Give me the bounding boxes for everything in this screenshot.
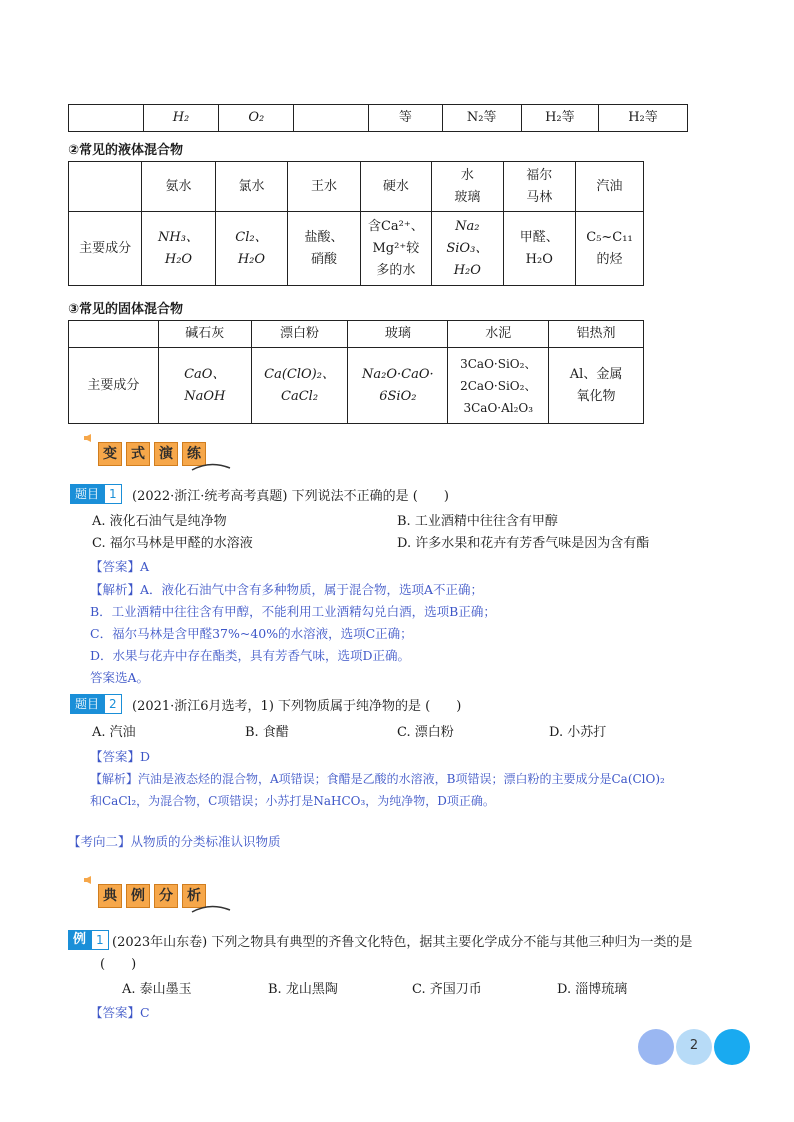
liquid-table	[68, 161, 644, 286]
q2-stem: (2021·浙江6月选考，1) 下列物质属于纯净物的是 ( )	[132, 699, 462, 714]
q1-analysis-line: C．福尔马林是含甲醛37%~40%的水溶液，选项C正确；	[90, 626, 413, 641]
q2-answer: 【答案】D	[90, 749, 151, 764]
q1-option-a: A. 液化石油气是纯净物	[92, 514, 227, 529]
cell: C₅~C₁₁ 的烃	[575, 212, 643, 286]
banner-char: 式	[126, 442, 150, 466]
ex1-tag: 例	[68, 930, 91, 950]
ex1-number: 1	[91, 930, 109, 950]
banner-char: 演	[154, 442, 178, 466]
cell	[294, 105, 369, 132]
banner-char: 典	[98, 884, 122, 908]
cell: 等	[369, 105, 442, 132]
cell: O₂	[219, 105, 294, 132]
q1-badge	[70, 484, 122, 504]
cell: N₂等	[442, 105, 521, 132]
row-label: 主要成分	[69, 212, 142, 286]
cell: H₂等	[599, 105, 688, 132]
ex1-option-a: A. 泰山墨玉	[122, 982, 192, 997]
cell: H₂	[143, 105, 218, 132]
cell: Na₂O·CaO· 6SiO₂	[348, 348, 448, 424]
cell: 甲醛、 H₂O	[503, 212, 575, 286]
ex1-paren: ( )	[100, 957, 137, 972]
cell: 盐酸、 硝酸	[288, 212, 360, 286]
q1-analysis-line: 【解析】A．液化石油气中含有多种物质，属于混合物，选项A不正确；	[90, 582, 484, 597]
q1-analysis-line: 答案选A。	[90, 670, 150, 685]
q2-analysis-line: 【解析】汽油是液态烃的混合物，A项错误；食醋是乙酸的水溶液，B项错误；漂白粉的主要成分是Ca(ClO)₂	[90, 772, 665, 786]
q2-tag: 题目	[70, 694, 104, 714]
topic-heading: 【考向二】从物质的分类标准认识物质	[68, 834, 281, 849]
liquid-heading: ②常见的液体混合物	[68, 143, 184, 158]
header-cell: 漂白粉	[251, 321, 348, 348]
header-cell: 氨水	[142, 162, 215, 212]
q2-badge	[70, 694, 122, 714]
q2-option-b: B. 食醋	[245, 725, 289, 740]
q1-stem: (2022·浙江·统考高考真题) 下列说法不正确的是 ( )	[132, 489, 449, 504]
solid-heading: ③常见的固体混合物	[68, 302, 184, 317]
cell: Cl₂、 H₂O	[215, 212, 288, 286]
header-cell: 福尔 马林	[503, 162, 575, 212]
q2-number: 2	[104, 694, 122, 714]
header-cell: 铝热剂	[549, 321, 644, 348]
q2-option-c: C. 漂白粉	[397, 725, 454, 740]
cell: CaO、 NaOH	[158, 348, 251, 424]
banner-char: 变	[98, 442, 122, 466]
header-cell: 玻璃	[348, 321, 448, 348]
page-number: 2	[689, 1038, 699, 1053]
header-cell	[69, 162, 142, 212]
banner-char: 析	[182, 884, 206, 908]
cell: 含Ca²⁺、 Mg²⁺较 多的水	[360, 212, 432, 286]
header-cell: 水 玻璃	[432, 162, 503, 212]
row-label: 主要成分	[69, 348, 159, 424]
cell: NH₃、 H₂O	[142, 212, 215, 286]
q1-option-d: D. 许多水果和花卉有芳香气味是因为含有酯	[397, 536, 650, 551]
q1-number: 1	[104, 484, 122, 504]
q1-option-b: B. 工业酒精中往往含有甲醇	[397, 514, 558, 529]
cell: H₂等	[521, 105, 598, 132]
banner-char: 例	[126, 884, 150, 908]
speaker-icon	[84, 876, 94, 884]
banner-char: 分	[154, 884, 178, 908]
cell: Na₂ SiO₃、 H₂O	[432, 212, 503, 286]
cell: Al、金属 氧化物	[549, 348, 644, 424]
header-cell: 水泥	[448, 321, 549, 348]
cell: 3CaO·SiO₂、 2CaO·SiO₂、 3CaO·Al₂O₃	[448, 348, 549, 424]
cell: Ca(ClO)₂、 CaCl₂	[251, 348, 348, 424]
header-cell: 硬水	[360, 162, 432, 212]
ex1-option-c: C. 齐国刀币	[412, 982, 482, 997]
header-cell	[69, 321, 159, 348]
q1-analysis-line: B．工业酒精中往往含有甲醇，不能利用工业酒精勾兑白酒，选项B正确；	[90, 604, 496, 619]
q2-option-d: D. 小苏打	[549, 725, 607, 740]
header-cell: 碱石灰	[158, 321, 251, 348]
q1-answer: 【答案】A	[90, 559, 150, 574]
top-table	[68, 104, 688, 132]
q1-option-c: C. 福尔马林是甲醛的水溶液	[92, 536, 253, 551]
q2-option-a: A. 汽油	[92, 725, 136, 740]
swoosh-icon	[190, 460, 232, 472]
header-cell: 氯水	[215, 162, 288, 212]
solid-table	[68, 320, 644, 424]
speaker-icon	[84, 434, 94, 442]
swoosh-icon	[190, 902, 232, 914]
banner-char: 练	[182, 442, 206, 466]
q2-analysis-line: 和CaCl₂，为混合物，C项错误；小苏打是NaHCO₃，为纯净物，D项正确。	[90, 794, 495, 808]
ex1-option-d: D. 淄博琉璃	[557, 982, 628, 997]
ex1-stem: (2023年山东卷) 下列之物具有典型的齐鲁文化特色，据其主要化学成分不能与其他三种归为一类的是	[112, 935, 693, 950]
ex1-answer: 【答案】C	[90, 1005, 150, 1020]
ex1-badge	[68, 930, 109, 950]
q1-analysis-line: D．水果与花卉中存在酯类，具有芳香气味，选项D正确。	[90, 648, 411, 663]
cell	[69, 105, 144, 132]
header-cell: 汽油	[575, 162, 643, 212]
ex1-option-b: B. 龙山黑陶	[268, 982, 338, 997]
header-cell: 王水	[288, 162, 360, 212]
q1-tag: 题目	[70, 484, 104, 504]
